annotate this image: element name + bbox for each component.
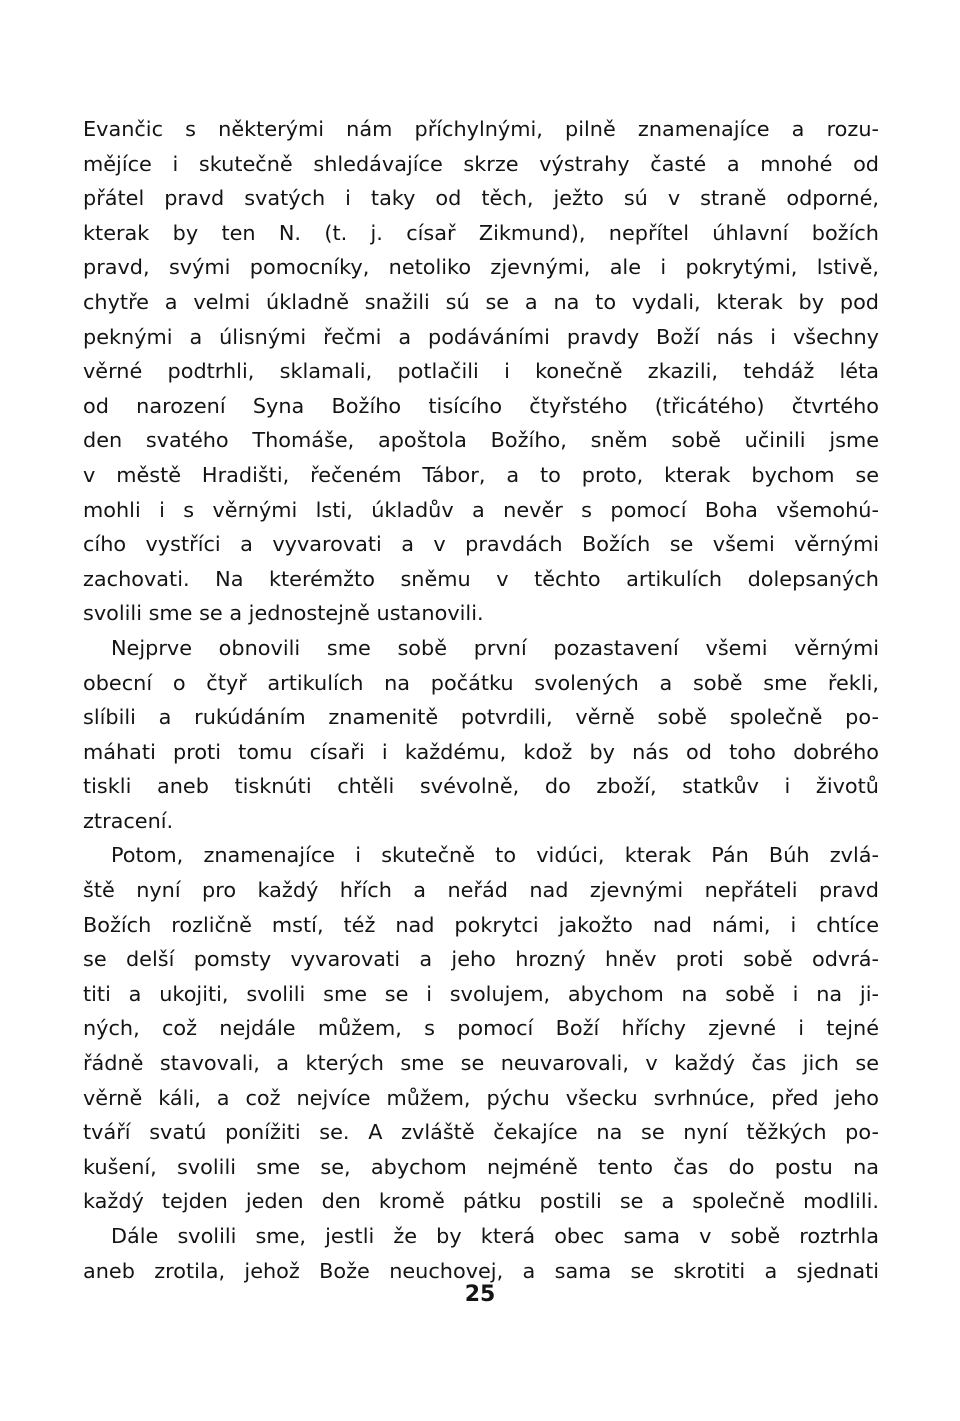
text-line: máhati proti tomu císaři i každému, kdož by nás od toho dobrého [83,739,879,764]
text-line: věrně káli, a což nejvíce můžem, pýchu všecku svrhnúce, před jeho [83,1085,879,1110]
text-line: mějíce i skutečně shledávajíce skrze výstrahy časté a mnohé od [83,151,879,176]
page-number: 25 [464,1282,496,1307]
text-line: Potom, znamenajíce i skutečně to vidúci, kterak Pán Búh zvlá- [111,843,879,868]
text-line: ztracení. [83,808,174,833]
paragraph-4 [83,1219,879,1288]
text-line: obecní o čtyř artikulích na počátku svolených a sobě sme řekli, [83,670,879,695]
text-line: ště nyní pro každý hřích a neřád nad zjevnými nepřáteli pravd [83,878,879,903]
text-line: Dále svolili sme, jestli že by která obec sama v sobě roztrhla [111,1224,879,1248]
paragraph-3 [83,838,879,1219]
body-text [83,112,879,1288]
text-line: den svatého Thomáše, apoštola Božího, sněm sobě učinili jsme [83,428,879,453]
text-line: ných, což nejdále můžem, s pomocí Boží hříchy zjevné i tejné [83,1016,879,1041]
paragraph-1 [83,112,879,631]
text-line: cího vystříci a vyvarovati a v pravdách Božích se všemi věrnými [83,532,879,557]
text-line: Nejprve obnovili sme sobě první pozastavení všemi věrnými [111,635,879,660]
text-line: kterak by ten N. (t. j. císař Zikmund), nepřítel úhlavní božích [83,220,879,245]
text-line: Evančic s některými nám příchylnými, pilně znamenajíce a rozu- [83,117,879,141]
text-line: kušení, svolili sme se, abychom nejméně tento čas do postu na [83,1154,879,1179]
text-line: zachovati. Na kterémžto sněmu v těchto artikulích dolepsaných [83,566,879,591]
text-line: přátel pravd svatých i taky od těch, ježto sú v straně odporné, [83,186,879,211]
text-line: aneb zrotila, jehož Bože neuchovej, a sama se skrotiti a sjednati [83,1258,879,1283]
text-line: každý tejden jeden den kromě pátku postili se a společně modlili. [83,1189,879,1214]
text-line: pravd, svými pomocníky, netoliko zjevnými, ale i pokrytými, lstivě, [83,255,879,280]
text-line: v městě Hradišti, řečeném Tábor, a to proto, kterak bychom se [83,462,879,487]
text-line: Božích rozličně mstí, též nad pokrytci jakožto nad námi, i chtíce [83,912,879,937]
text-line: věrné podtrhli, sklamali, potlačili i konečně zkazili, tehdáž léta [83,359,879,384]
text-line: titi a ukojiti, svolili sme se i svolujem, abychom na sobě i na ji- [83,981,879,1006]
text-line: tváří svatú ponížiti se. A zvláště čekajíce na se nyní těžkých po- [83,1120,879,1145]
text-line: chytře a velmi úkladně snažili sú se a na to vydali, kterak by pod [83,289,879,314]
paragraph-2 [83,631,879,839]
text-line: mohli i s věrnými lsti, úkladův a nevěr s pomocí Boha všemohú- [83,497,879,522]
text-line: od narození Syna Božího tisícího čtyřstého (třicátého) čtvrtého [83,393,879,418]
text-line: peknými a úlisnými řečmi a podáváními pravdy Boží nás i všechny [83,324,879,349]
text-line: se delší pomsty vyvarovati a jeho hrozný hněv proti sobě odvrá- [83,947,879,972]
text-line: tiskli aneb tisknúti chtěli svévolně, do zboží, statkův i životů [83,774,879,799]
text-line: řádně stavovali, a kterých sme se neuvarovali, v každý čas jich se [83,1051,879,1076]
text-line: slíbili a rukúdáním znamenitě potvrdili, věrně sobě společně po- [83,705,879,730]
text-line: svolili sme se a jednostejně ustanovili. [83,601,484,626]
